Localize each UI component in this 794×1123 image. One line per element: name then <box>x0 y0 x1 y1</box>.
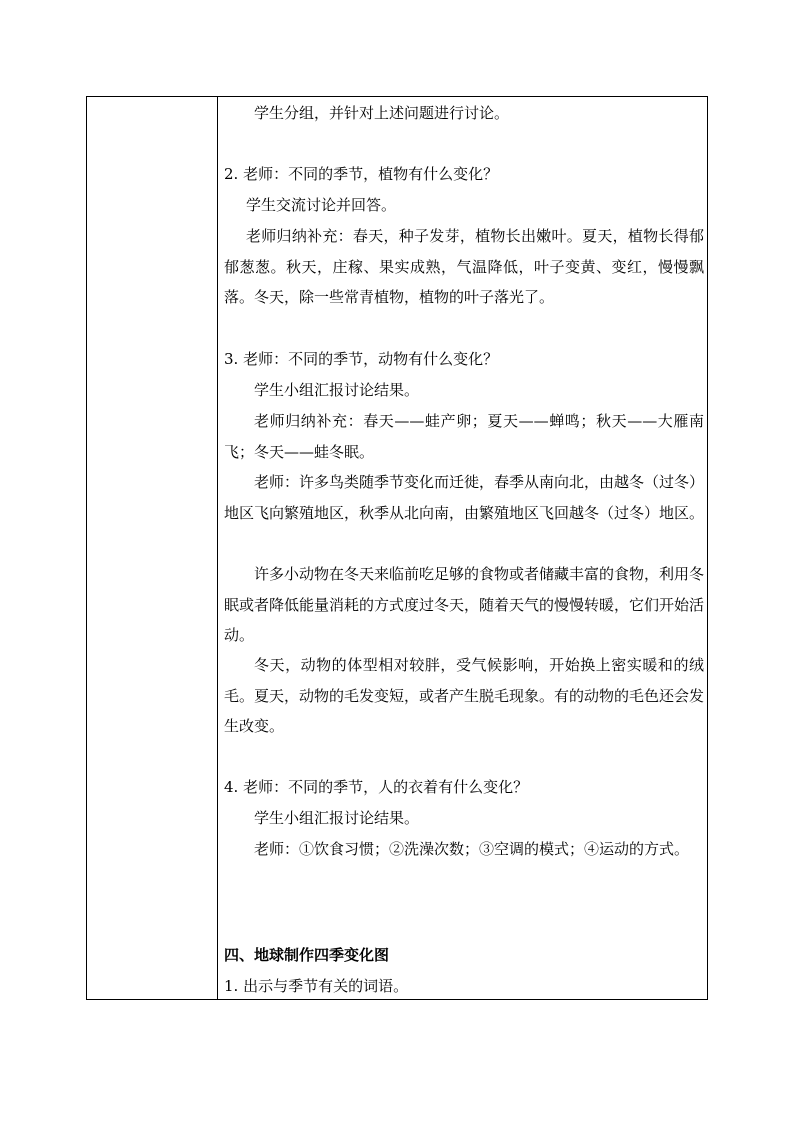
paragraph-3b: 老师归纳补充：春天——蛙产卵；夏天——蝉鸣；秋天——大雁南飞；冬天——蛙冬眠。 <box>224 412 704 461</box>
section-heading-4: 四、地球制作四季变化图 <box>224 946 390 964</box>
paragraph-3d: 许多小动物在冬天来临前吃足够的食物或者储藏丰富的食物，利用冬眠或者降低能量消耗的方式度过冬天，随着天气的慢慢转暖，它们开始活动。 <box>224 565 705 644</box>
paragraph-4b: 老师：①饮食习惯；②洗澡次数；③空调的模式；④运动的方式。 <box>254 840 690 858</box>
paragraph-discussion: 学生分组，并针对上述问题进行讨论。 <box>254 104 510 122</box>
paragraph-h4-1: 1. 出示与季节有关的词语。 <box>224 977 409 995</box>
paragraph-3c: 老师：许多鸟类随季节变化而迁徙，春季从南向北，由越冬（过冬）地区飞向繁殖地区，秋季从北向南，由繁殖地区飞回越冬（过冬）地区。 <box>224 473 705 522</box>
paragraph-2b: 老师归纳补充：春天，种子发芽，植物长出嫩叶。夏天，植物长得郁郁葱葱。秋天，庄稼、果实成熟，气温降低，叶子变黄、变红，慢慢飘落。冬天，除一些常青植物，植物的叶子落光了。 <box>224 227 704 306</box>
question-2: 2. 老师：不同的季节，植物有什么变化？ <box>224 165 499 183</box>
paragraph-3a: 学生小组汇报讨论结果。 <box>254 381 420 399</box>
paragraph-2a: 学生交流讨论并回答。 <box>246 196 397 214</box>
column-divider <box>217 97 218 999</box>
lesson-table <box>86 96 708 1000</box>
question-4: 4. 老师：不同的季节，人的衣着有什么变化？ <box>224 778 529 796</box>
question-3: 3. 老师：不同的季节，动物有什么变化？ <box>224 350 499 368</box>
paragraph-4a: 学生小组汇报讨论结果。 <box>254 809 420 827</box>
paragraph-3e: 冬天，动物的体型相对较胖，受气候影响，开始换上密实暖和的绒毛。夏天，动物的毛发变短，或者产生脱毛现象。有的动物的毛色还会发生改变。 <box>224 656 705 735</box>
